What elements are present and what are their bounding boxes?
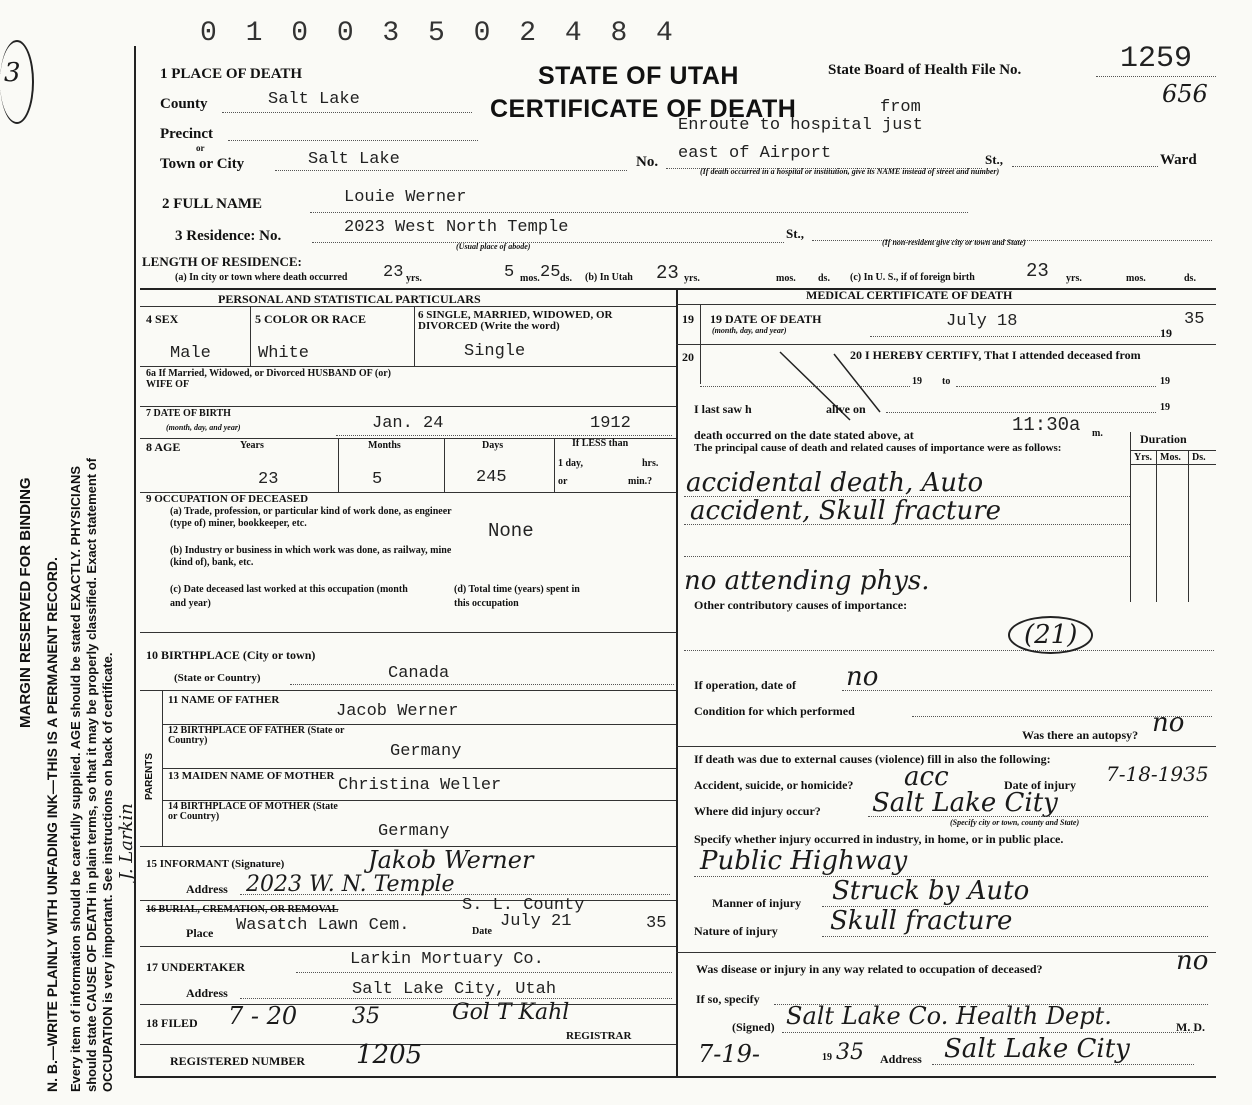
birthplace-label: 10 BIRTHPLACE (City or town) xyxy=(146,648,316,662)
sex-value: Male xyxy=(170,344,211,363)
margin-instructions-1: Every item of information should be carefully supplied. AGE should be stated EXACTLY. PHYSICIANS xyxy=(68,465,83,1092)
duration-yrs: Yrs. xyxy=(1134,452,1153,463)
certify-label: 20 I HEREBY CERTIFY, That I attended deceased from xyxy=(850,348,1141,362)
mother-birthplace-label: 14 BIRTHPLACE OF MOTHER (State or Country) xyxy=(168,801,338,822)
margin-signature: J. Larkin xyxy=(116,803,137,880)
file-no-label: State Board of Health File No. xyxy=(828,62,1022,78)
sign-19: 19 xyxy=(822,1052,832,1063)
months-label: Months xyxy=(368,440,401,451)
undertaker-label: 17 UNDERTAKER xyxy=(146,960,246,974)
mother-birthplace-value: Germany xyxy=(378,822,450,841)
mother-label: 13 MAIDEN NAME OF MOTHER xyxy=(168,770,335,782)
county-value: Salt Lake xyxy=(268,90,360,109)
parents-label: PARENTS xyxy=(144,752,155,800)
duration-mos: Mos. xyxy=(1160,452,1181,463)
cause-label: The principal cause of death and related causes of importance were as follows: xyxy=(694,442,1062,454)
informant-signature: Jakob Werner xyxy=(368,846,534,874)
nonresident-note: (If non-resident give city or town and State) xyxy=(882,238,1026,247)
age-years: 23 xyxy=(258,470,279,489)
specify2-label: If so, specify xyxy=(696,992,760,1006)
autopsy-label: Was there an autopsy? xyxy=(1022,728,1139,742)
father-label: 11 NAME OF FATHER xyxy=(168,694,280,706)
burial-label: 16 BURIAL, CREMATION, OR REMOVAL xyxy=(146,904,339,915)
certify-to: to xyxy=(942,376,951,387)
full-name-value: Louie Werner xyxy=(344,188,467,207)
length-b-ds-unit: ds. xyxy=(818,273,830,284)
dod-number: 19 xyxy=(682,312,694,326)
hrs-label: hrs. xyxy=(642,458,659,469)
operation-value: no xyxy=(846,662,879,692)
filed-year: 35 xyxy=(352,1004,380,1029)
occ-related-value: no xyxy=(1176,946,1209,976)
ward-label: Ward xyxy=(1160,152,1197,168)
corner-number: 3 xyxy=(4,58,21,88)
length-c-ds-unit: ds. xyxy=(1184,273,1196,284)
dod-label: 19 DATE OF DEATH xyxy=(710,312,822,326)
or-label: or xyxy=(196,143,205,153)
informant-address-label: Address xyxy=(186,882,228,896)
sign-date: 7-19- xyxy=(698,1040,761,1068)
undertaker-value: Larkin Mortuary Co. xyxy=(350,950,544,969)
mother-value: Christina Weller xyxy=(338,776,502,795)
dob-year: 1912 xyxy=(590,414,631,433)
cause-line-2: accident, Skull fracture xyxy=(690,496,1002,526)
accident-label: Accident, suicide, or homicide? xyxy=(694,778,854,792)
address-airport: east of Airport xyxy=(678,144,832,163)
burial-year: 35 xyxy=(646,914,667,933)
length-c-years: 23 xyxy=(1026,260,1049,282)
occ-related-label: Was disease or injury in any way related to occupation of deceased? xyxy=(696,962,1043,976)
birthplace-sub-label: (State or Country) xyxy=(174,672,261,684)
certify-number: 20 xyxy=(682,350,694,364)
registrar-label: REGISTRAR xyxy=(566,1030,632,1042)
dob-value: Jan. 24 xyxy=(372,414,444,433)
length-a-ds-unit: ds. xyxy=(560,273,572,284)
certificate-title: CERTIFICATE OF DEATH xyxy=(490,95,797,123)
address-from: from xyxy=(880,98,921,117)
length-a-mos-unit: mos. xyxy=(520,273,540,284)
burial-date-label: Date xyxy=(472,926,492,937)
one-day-label: 1 day, xyxy=(558,458,584,469)
death-time-label: death occurred on the date stated above, at xyxy=(694,428,914,442)
margin-nb-text: N. B.—WRITE PLAINLY WITH UNFADING INK—THIS IS A PERMANENT RECORD. xyxy=(44,557,60,1092)
length-b-yrs-unit: yrs. xyxy=(684,273,700,284)
filed-label: 18 FILED xyxy=(146,1016,198,1030)
dod-year: 35 xyxy=(1184,310,1205,329)
days-label: Days xyxy=(482,440,504,451)
personal-header: PERSONAL AND STATISTICAL PARTICULARS xyxy=(218,292,481,306)
county-label: County xyxy=(160,96,208,112)
dod-sub-label: (month, day, and year) xyxy=(712,326,787,335)
years-label: Years xyxy=(240,440,264,451)
nature-label: Nature of injury xyxy=(694,924,778,938)
operation-label: If operation, date of xyxy=(694,678,796,692)
no-label: No. xyxy=(636,154,659,170)
manner-value: Struck by Auto xyxy=(832,876,1030,906)
registered-number: 1205 xyxy=(356,1040,423,1070)
informant-address: 2023 W. N. Temple xyxy=(246,872,455,897)
length-a-years: 23 xyxy=(383,263,404,282)
dob-label: 7 DATE OF BIRTH xyxy=(146,408,231,419)
state-title: STATE OF UTAH xyxy=(538,62,739,90)
length-b-years: 23 xyxy=(656,262,679,284)
margin-binding-text: MARGIN RESERVED FOR BINDING xyxy=(17,477,34,728)
cause-line-1: accidental death, Auto xyxy=(686,468,984,498)
age-label: 8 AGE xyxy=(146,440,181,454)
less-than-label: If LESS than xyxy=(572,438,629,449)
residence-st-label: St., xyxy=(786,226,805,241)
residence-value: 2023 West North Temple xyxy=(344,218,569,237)
length-a-yrs-unit: yrs. xyxy=(406,273,422,284)
sign-year: 35 xyxy=(836,1040,864,1065)
min-label: min.? xyxy=(628,476,653,487)
address-enroute: Enroute to hospital just xyxy=(678,116,923,135)
injury-date-label: Date of injury xyxy=(1004,778,1076,792)
signed-label: (Signed) xyxy=(732,1020,775,1034)
birthplace-value: Canada xyxy=(388,664,450,683)
color-label: 5 COLOR OR RACE xyxy=(255,312,367,326)
st-label: St., xyxy=(985,152,1004,167)
or-age-label: or xyxy=(558,476,568,487)
sign-address: Salt Lake City xyxy=(944,1034,1130,1064)
autopsy-value: no xyxy=(1152,708,1185,738)
last-saw-label: I last saw h xyxy=(694,402,752,416)
certify-19a: 19 xyxy=(912,376,922,387)
marital-label: 6 SINGLE, MARRIED, WIDOWED, OR DIVORCED (Write the word) xyxy=(418,309,613,332)
residence-note: (Usual place of abode) xyxy=(456,242,531,251)
margin-instructions-2: should state CAUSE OF DEATH in plain terms, so that it may be properly classified. Exact statement of xyxy=(84,457,99,1092)
father-birthplace-label: 12 BIRTHPLACE OF FATHER (State or Country) xyxy=(168,725,345,746)
father-birthplace-value: Germany xyxy=(390,742,462,761)
occupation-b-label: (b) Industry or business in which work was done, as railway, mine (kind of), bank, etc. xyxy=(170,545,452,568)
length-a-days: 25 xyxy=(540,263,561,282)
last-saw-19: 19 xyxy=(1160,402,1170,413)
full-name-label: 2 FULL NAME xyxy=(162,196,263,212)
marital-value: Single xyxy=(464,342,526,361)
duration-label: Duration xyxy=(1140,432,1187,446)
occupation-a-label: (a) Trade, profession, or particular kind of work done, as engineer (type of) miner, bookkeeper, etc. xyxy=(170,506,452,529)
accident-value: acc xyxy=(904,762,949,792)
duration-ds: Ds. xyxy=(1192,452,1206,463)
length-label: LENGTH OF RESIDENCE: xyxy=(142,254,302,269)
filed-date: 7 - 20 xyxy=(228,1002,298,1030)
spouse-label: 6a If Married, Widowed, or Divorced HUSBAND OF (or) WIFE OF xyxy=(146,368,391,390)
length-c-yrs-unit: yrs. xyxy=(1066,273,1082,284)
burial-place-label: Place xyxy=(186,926,214,940)
sign-address-label: Address xyxy=(880,1052,922,1066)
occupation-value: None xyxy=(488,520,534,542)
margin-instructions-3: OCCUPATION is very important. See instructions on back of certificate. xyxy=(100,652,115,1092)
town-value: Salt Lake xyxy=(308,150,400,169)
injury-date: 7-18-1935 xyxy=(1106,762,1209,786)
medical-header: MEDICAL CERTIFICATE OF DEATH xyxy=(806,288,1013,302)
where-value: Salt Lake City xyxy=(872,788,1058,818)
father-value: Jacob Werner xyxy=(336,702,459,721)
town-label: Town or City xyxy=(160,156,245,172)
burial-value: S. L. County xyxy=(462,896,585,915)
length-b-label: (b) In Utah xyxy=(585,272,633,283)
age-months: 5 xyxy=(372,470,383,489)
precinct-label: Precinct xyxy=(160,126,214,142)
cause-line-3: no attending phys. xyxy=(684,566,930,596)
condition-label: Condition for which performed xyxy=(694,704,855,718)
dod-value: July 18 xyxy=(946,312,1018,331)
death-time-m: m. xyxy=(1092,428,1103,439)
length-b-mos-unit: mos. xyxy=(776,273,796,284)
certify-19b: 19 xyxy=(1160,376,1170,387)
undertaker-address: Salt Lake City, Utah xyxy=(352,980,557,999)
md-label: M. D. xyxy=(1176,1020,1205,1034)
registered-number-label: REGISTERED NUMBER xyxy=(170,1054,306,1068)
age-days: 245 xyxy=(476,468,507,487)
length-c-mos-unit: mos. xyxy=(1126,273,1146,284)
specify-label: Specify whether injury occurred in industry, in home, or in public place. xyxy=(694,832,1064,846)
occupation-label: 9 OCCUPATION OF DECEASED xyxy=(146,493,309,505)
file-no-secondary: 656 xyxy=(1162,80,1208,108)
hospital-note: (If death occurred in a hospital or institution, give its NAME instead of street and number) xyxy=(700,167,1000,176)
nature-value: Skull fracture xyxy=(830,906,1013,936)
other-causes-label: Other contributory causes of importance: xyxy=(694,598,908,612)
informant-label: 15 INFORMANT (Signature) xyxy=(146,858,285,870)
occupation-c-label: (c) Date deceased last worked at this occupation (month and year) xyxy=(170,584,408,609)
manner-label: Manner of injury xyxy=(712,896,802,910)
burial-place-value: Wasatch Lawn Cem. xyxy=(236,916,410,935)
dob-sub-label: (month, day, and year) xyxy=(166,423,241,432)
circled-code: (21) xyxy=(1008,616,1093,654)
alive-on-label: alive on xyxy=(826,402,866,416)
file-no: 1259 xyxy=(1120,42,1193,76)
death-time: 11:30a xyxy=(1012,414,1081,436)
length-c-label: (c) In U. S., if of foreign birth xyxy=(850,272,975,283)
residence-label: 3 Residence: No. xyxy=(175,228,282,244)
dod-19: 19 xyxy=(1160,326,1172,340)
place-of-death-label: 1 PLACE OF DEATH xyxy=(160,66,303,82)
signed-value: Salt Lake Co. Health Dept. xyxy=(786,1002,1112,1030)
burial-date: July 21 xyxy=(500,912,572,931)
length-a-months: 5 xyxy=(504,263,515,282)
serial-number: 0 1 0 0 3 5 0 2 4 8 4 xyxy=(200,18,679,49)
undertaker-address-label: Address xyxy=(186,986,228,1000)
length-a-label: (a) In city or town where death occurred xyxy=(175,272,348,283)
specify-value: Public Highway xyxy=(700,846,908,876)
external-causes-label: If death was due to external causes (violence) fill in also the following: xyxy=(694,752,1051,766)
sex-label: 4 SEX xyxy=(146,312,179,326)
where-label: Where did injury occur? xyxy=(694,804,821,818)
registrar-signature: Gol T Kahl xyxy=(452,1000,570,1025)
color-value: White xyxy=(258,344,310,363)
occupation-d-label: (d) Total time (years) spent in this occupation xyxy=(454,584,580,609)
where-note: (Specify city or town, county and State) xyxy=(950,818,1080,827)
